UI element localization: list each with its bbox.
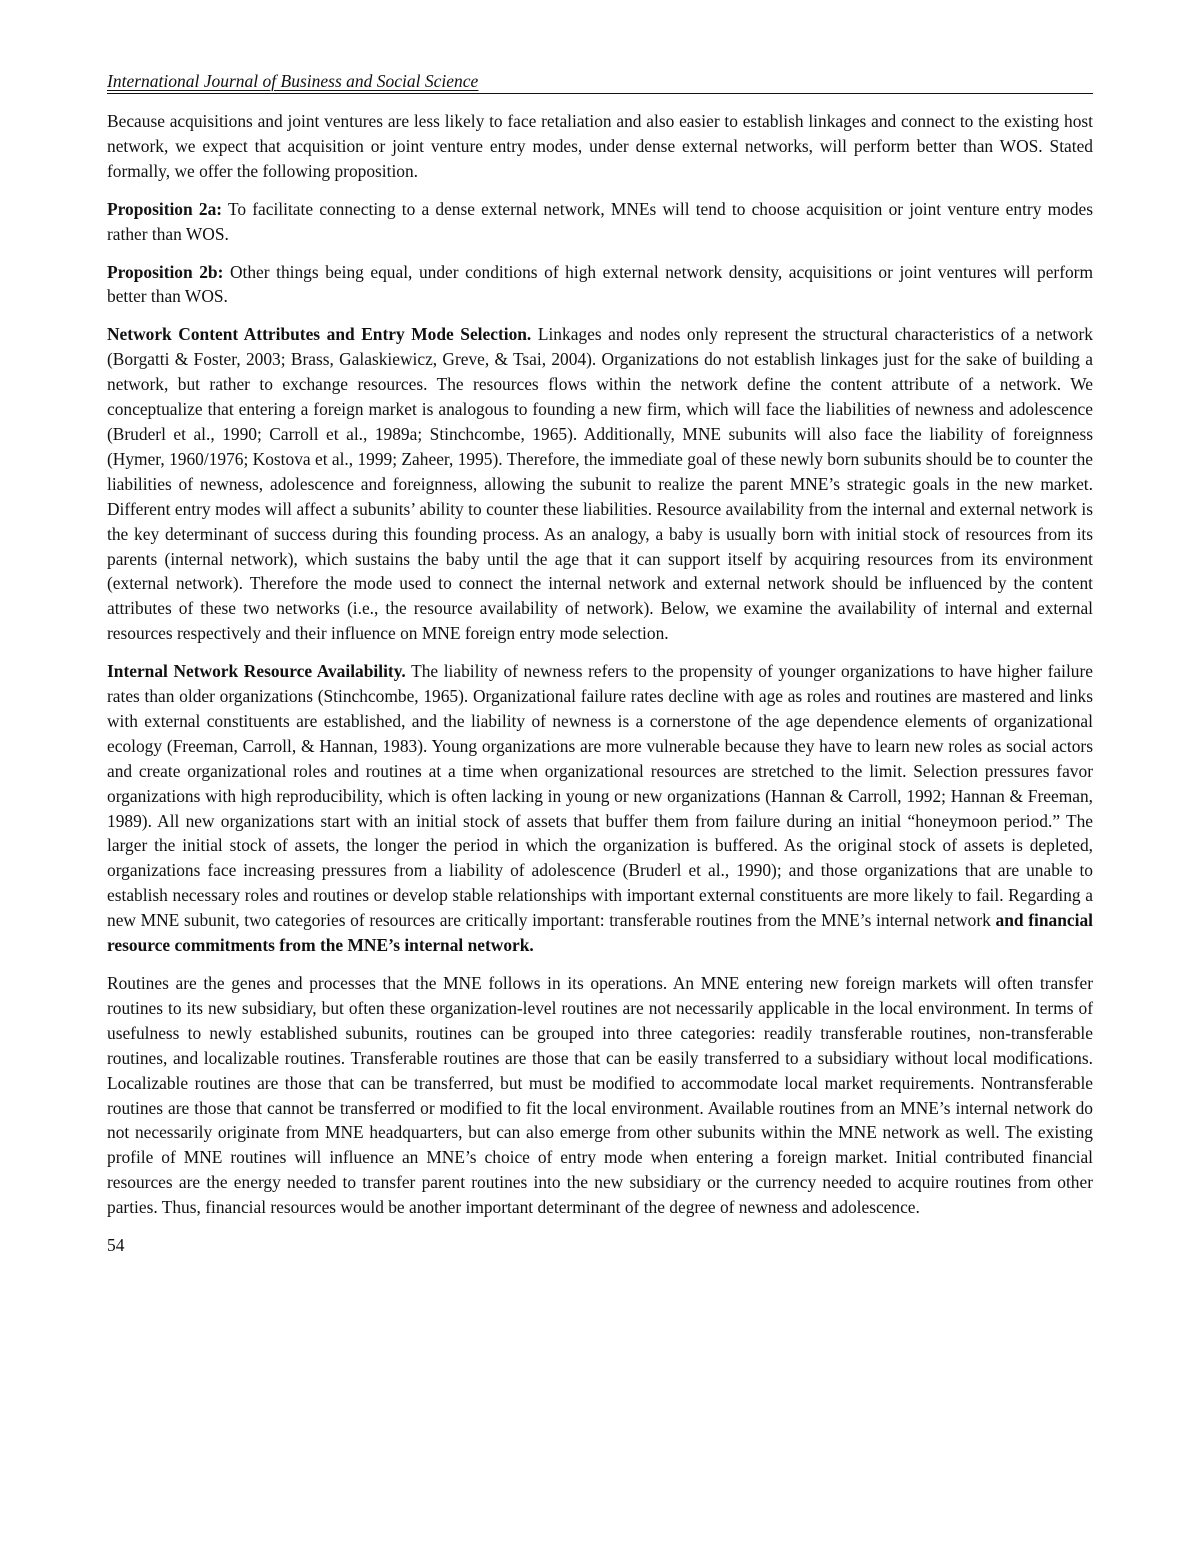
section-heading: Network Content Attributes and Entry Mode Selection. — [107, 324, 532, 345]
proposition-label: Proposition 2b: — [107, 261, 224, 282]
page-number: 54 — [107, 1235, 125, 1256]
proposition-2a — [107, 197, 1093, 247]
section-heading: Internal Network Resource Availability. — [107, 661, 406, 682]
section-bold-ending: and financial resource commitments from the MNE’s internal network. — [107, 910, 1093, 956]
journal-title: International Journal of Business and Social Science — [107, 71, 479, 91]
section-network-content-attributes — [107, 322, 1093, 646]
proposition-text: To facilitate connecting to a dense external network, MNEs will tend to choose acquisition or joint venture entry modes rather than WOS. — [107, 198, 1093, 244]
proposition-2b — [107, 260, 1093, 310]
proposition-label: Proposition 2a: — [107, 198, 223, 219]
section-text: Linkages and nodes only represent the structural characteristics of a network (Borgatti & Foster, 2003; Brass, Galaskiewicz, Greve, & Tsai, 2004). Organizations do not establish linkages just for the sake of building a network, but rather to exchange resources. The resources flows within the network define the content attribute of a network. We conceptualize that entering a foreign market is analogous to founding a new firm, which will face the liabilities of newness and adolescence (Bruderl et al., 1990; Carroll et al., 1989a; Stinchcombe, 1965). Additionally, MNE subunits will also face the liability of foreignness (Hymer, 1960/1976; Kostova et al., 1999; Zaheer, 1995). Therefore, the immediate goal of these newly born subunits should be to counter the liabilities of newness, adolescence and foreignness, allowing the subunit to realize the parent MNE’s strategic goals in the new market. Different entry modes will affect a subunits’ ability to counter these liabilities. Resource availability from the internal and external network is the key determinant of success during this founding process. As an analogy, a baby is usually born with initial stock of resources from its parents (internal network), which sustains the baby until the age that it can support itself by acquiring resources from its environment (external network). Therefore the mode used to connect the internal network and external network should be influenced by the content attributes of these two networks (i.e., the resource availability of network). Below, we examine the availability of internal and external resources respectively and their influence on MNE foreign entry mode selection. — [107, 324, 1093, 644]
paragraph-text: Because acquisitions and joint ventures are less likely to face retaliation and also easier to establish linkages and connect to the existing host network, we expect that acquisition or joint venture entry modes, under dense external networks, will perform better than WOS. Stated formally, we offer the following proposition. — [107, 111, 1093, 181]
proposition-text: Other things being equal, under conditions of high external network density, acquisitions or joint ventures will perform better than WOS. — [107, 261, 1094, 307]
page — [107, 70, 1093, 1257]
paragraph-routines — [107, 971, 1093, 1220]
section-internal-network-resource-availability — [107, 659, 1093, 958]
section-text: The liability of newness refers to the propensity of younger organizations to have higher failure rates than older organizations (Stinchcombe, 1965). Organizational failure rates decline with age as roles and routines are mastered and links with external constituents are established, and the liability of newness is a cornerstone of the age dependence elements of organizational ecology (Freeman, Carroll, & Hannan, 1983). Young organizations are more vulnerable because they have to learn new roles as social actors and create organizational roles and routines at a time when organizational resources are stretched to the limit. Selection pressures favor organizations with high reproducibility, which is often lacking in young or new organizations (Hannan & Carroll, 1992; Hannan & Freeman, 1989). All new organizations start with an initial stock of assets that buffer them from failure during an initial “honeymoon period.” The larger the initial stock of assets, the longer the period in which the organization is buffered. As the original stock of assets is depleted, organizations face increasing pressures from a liability of adolescence (Bruderl et al., 1990); and those organizations that are unable to establish necessary roles and routines or develop stable relationships with important external constituents are more likely to fail. Regarding a new MNE subunit, two categories of resources are critically important: transferable routines from the MNE’s internal network — [107, 661, 1093, 931]
paragraph-acquisitions — [107, 109, 1093, 184]
paragraph-text: Routines are the genes and processes that the MNE follows in its operations. An MNE entering new foreign markets will often transfer routines to its new subsidiary, but often these organization-level routines are not necessarily applicable in the local environment. In terms of usefulness to newly established subunits, routines can be grouped into three categories: readily transferable routines, non-transferable routines, and localizable routines. Transferable routines are those that can be easily transferred to a subsidiary without local modifications. Localizable routines are those that can be transferred, but must be modified to accommodate local market requirements. Nontransferable routines are those that cannot be transferred or modified to fit the local environment. Available routines from an MNE’s internal network do not necessarily originate from MNE headquarters, but can also emerge from other subunits within the MNE network as well. The existing profile of MNE routines will influence an MNE’s choice of entry mode when entering a foreign market. Initial contributed financial resources are the energy needed to transfer parent routines into the new subsidiary or the currency needed to acquire routines from other parties. Thus, financial resources would be another important determinant of the degree of newness and adolescence. — [107, 973, 1093, 1218]
running-header — [107, 70, 1093, 94]
